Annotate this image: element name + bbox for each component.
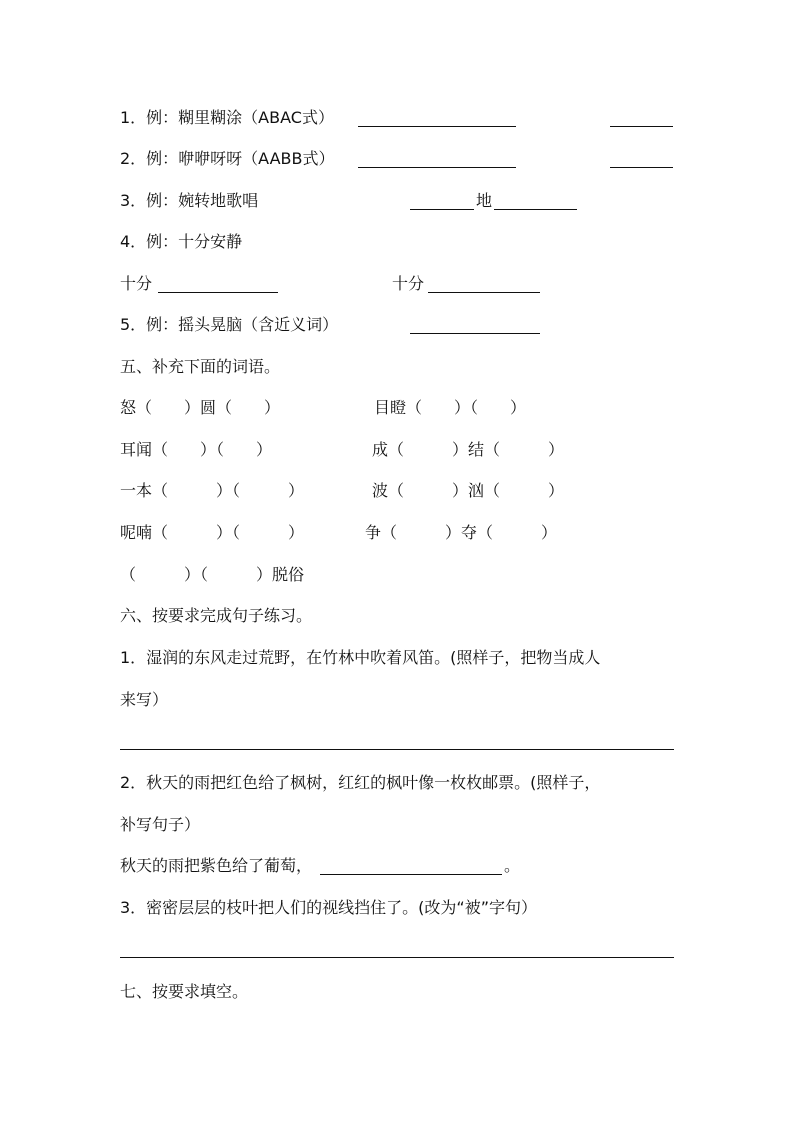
q2-answer-blank-1[interactable] [358,167,516,168]
idiom-row4-left: 呢喃（ ）（ ） [120,523,305,542]
idiom-row5-left: （ ）（ ）脱俗 [120,565,305,584]
q4-text: 4．例：十分安静 [120,232,243,251]
q3-mid-text: 地 [476,191,493,210]
q4-prefix-b: 十分 [392,274,425,293]
s6-q3-answer-line[interactable] [120,957,674,958]
q1-text: 1．例：糊里糊涂（ABAC式） [120,108,334,127]
q4-prefix-a: 十分 [120,274,153,293]
idiom-row1-right: 目瞪（ ）（ ） [374,398,527,417]
s6-q2-line2: 补写句子） [120,815,201,834]
q3-text: 3．例：婉转地歌唱 [120,191,259,210]
q5-answer-blank[interactable] [410,333,540,334]
q5-text: 5．例：摇头晃脑（含近义词） [120,315,339,334]
idiom-row4-right: 争（ ）夺（ ） [365,523,558,542]
s6-q3-text: 3．密密层层的枝叶把人们的视线挡住了。(改为“被”字句） [120,898,538,917]
idiom-row3-right: 波（ ）汹（ ） [372,481,565,500]
s6-q2-line1: 2．秋天的雨把红色给了枫树，红红的枫叶像一枚枚邮票。(照样子， [120,773,601,792]
s6-q2-answer-blank[interactable] [320,874,502,875]
q1-answer-blank-2[interactable] [610,126,673,127]
s6-q1-answer-line[interactable] [120,749,674,750]
idiom-row3-left: 一本（ ）（ ） [120,481,305,500]
q4-answer-blank-2[interactable] [428,292,540,293]
idiom-row2-right: 成（ ）结（ ） [372,440,565,459]
idiom-row2-left: 耳闻（ ）（ ） [120,440,273,459]
s6-q2-line3b: 。 [504,856,521,875]
section6-title: 六、按要求完成句子练习。 [120,606,313,625]
s6-q1-line2: 来写） [120,690,169,709]
s6-q1-line1: 1．湿润的东风走过荒野，在竹林中吹着风笛。(照样子，把物当成人 [120,648,601,667]
idiom-row1-left: 怒（ ）圆（ ） [120,398,281,417]
section7-title: 七、按要求填空。 [120,982,249,1001]
q1-answer-blank-1[interactable] [358,126,516,127]
s6-q2-line3a: 秋天的雨把紫色给了葡萄， [120,856,313,875]
q4-answer-blank-1[interactable] [158,292,278,293]
q2-answer-blank-2[interactable] [610,167,673,168]
q3-answer-blank-1[interactable] [410,209,474,210]
q3-answer-blank-2[interactable] [494,209,577,210]
q2-text: 2．例：咿咿呀呀（AABB式） [120,149,335,168]
section5-title: 五、补充下面的词语。 [120,357,281,376]
